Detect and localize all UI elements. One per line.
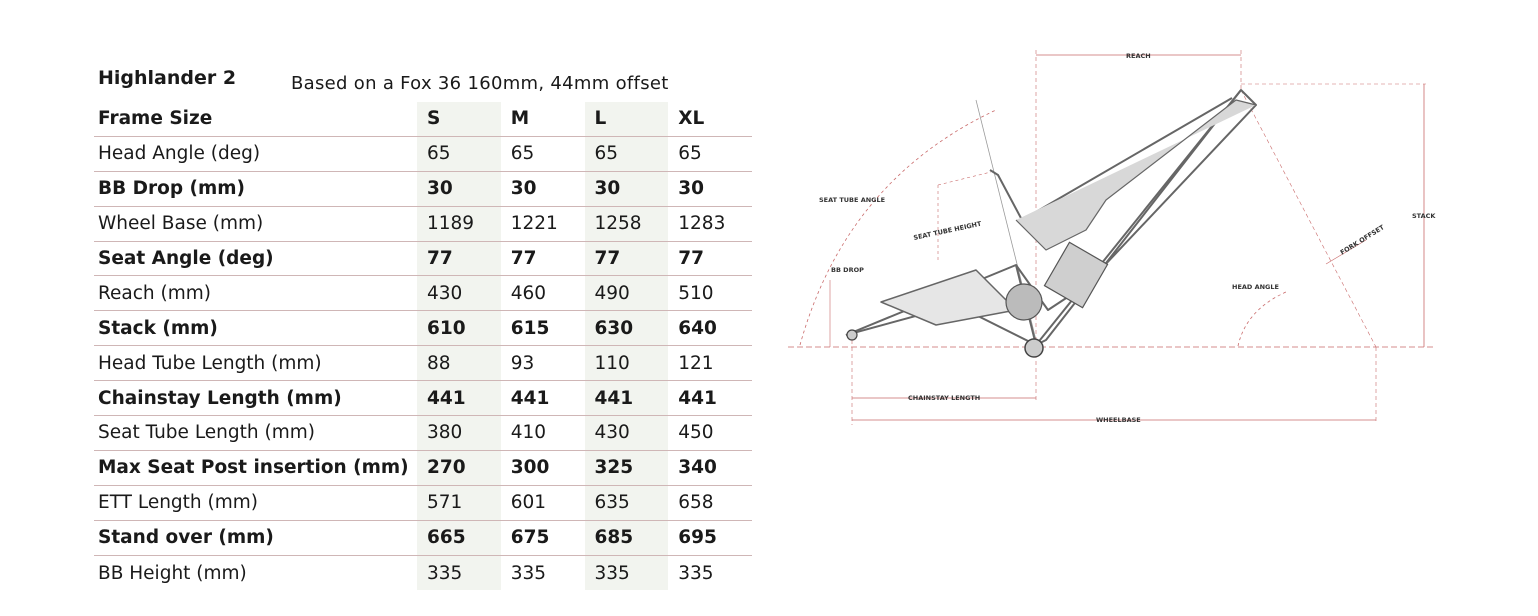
table-row (94, 416, 752, 451)
row-value-m: 410 (510, 422, 547, 444)
row-value-xl: 510 (678, 282, 714, 304)
row-value-xl: 121 (678, 352, 714, 374)
rear-dropout (847, 330, 857, 340)
table-row (94, 486, 752, 521)
table-row (94, 346, 752, 381)
row-value-m: 335 (510, 562, 547, 584)
row-value-m: 675 (510, 527, 550, 549)
row-value-s: 65 (417, 137, 501, 171)
row-label: Chainstay Length (mm) (98, 387, 342, 409)
row-value-xl: 658 (678, 492, 714, 514)
table-row (94, 276, 752, 311)
row-value-l: 77 (585, 242, 669, 276)
row-value-l: 30 (585, 172, 669, 206)
row-value-l: 65 (585, 137, 669, 171)
fork-note: Based on a Fox 36 160mm, 44mm offset (291, 73, 669, 94)
row-value-xl: 77 (678, 248, 705, 269)
row-value-m: 93 (510, 352, 535, 374)
head-angle-label: HEAD ANGLE (1232, 283, 1279, 291)
row-value-m: 460 (510, 282, 547, 304)
row-value-s: 1189 (417, 207, 501, 241)
row-value-m: 65 (510, 143, 535, 165)
row-value-l: 685 (585, 521, 669, 555)
stack-label: STACK (1412, 212, 1436, 220)
row-value-l: 430 (585, 416, 669, 450)
row-value-s: 335 (417, 556, 501, 591)
row-value-m: 441 (510, 387, 550, 409)
row-value-s: 88 (417, 346, 501, 380)
row-value-l: 325 (585, 451, 669, 485)
row-value-xl: 441 (678, 387, 717, 409)
row-value-l: 490 (585, 276, 669, 310)
row-value-s: 665 (417, 521, 501, 555)
seat-tube-height-label: SEAT TUBE HEIGHT (912, 219, 983, 242)
table-row (94, 521, 752, 556)
row-label: ETT Length (mm) (98, 492, 259, 514)
row-value-m: 601 (510, 492, 547, 514)
table-row (94, 172, 752, 207)
row-value-s: 270 (417, 451, 501, 485)
size-header-xl: XL (678, 108, 705, 130)
row-value-xl: 30 (678, 178, 705, 200)
row-value-s: 610 (417, 311, 501, 345)
table-header-row (94, 102, 752, 137)
head-angle-arc (1238, 292, 1286, 346)
row-value-m: 30 (510, 178, 537, 200)
row-value-xl: 340 (678, 457, 717, 479)
row-label: Reach (mm) (98, 282, 211, 304)
row-label: Head Angle (deg) (98, 143, 261, 165)
row-value-s: 430 (417, 276, 501, 310)
row-label: Seat Angle (deg) (98, 248, 274, 269)
row-value-l: 335 (585, 556, 669, 591)
row-value-s: 571 (417, 486, 501, 520)
row-value-s: 380 (417, 416, 501, 450)
row-label: Stack (mm) (98, 317, 218, 339)
bottom-bracket (1025, 339, 1043, 357)
row-value-m: 615 (510, 317, 550, 339)
wheelbase-label: WHEELBASE (1096, 416, 1141, 424)
bike-frame (846, 90, 1256, 345)
table-row (94, 381, 752, 416)
row-value-l: 630 (585, 311, 669, 345)
table-row (94, 311, 752, 346)
fork-line (1241, 90, 1376, 347)
row-value-m: 1221 (510, 213, 558, 235)
seat-tube-angle-label: SEAT TUBE ANGLE (819, 196, 886, 204)
size-header-s: S (417, 102, 501, 136)
model-title: Highlander 2 (98, 67, 237, 89)
row-value-xl: 450 (678, 422, 714, 444)
row-label: BB Height (mm) (98, 562, 247, 584)
row-value-xl: 1283 (678, 213, 726, 235)
row-value-l: 1258 (585, 207, 669, 241)
row-value-m: 77 (510, 248, 537, 269)
row-value-l: 441 (585, 381, 669, 415)
table-row (94, 207, 752, 242)
chainstay-length-label: CHAINSTAY LENGTH (908, 394, 981, 402)
row-value-s: 77 (417, 242, 501, 276)
row-label: Stand over (mm) (98, 527, 274, 549)
fork-offset-label: FORK OFFSET (1338, 223, 1386, 257)
table-row (94, 451, 752, 486)
table-body (94, 137, 752, 591)
table-row (94, 242, 752, 277)
row-value-l: 635 (585, 486, 669, 520)
row-value-xl: 695 (678, 527, 717, 549)
shock-absorber (1044, 242, 1107, 307)
row-label: Max Seat Post insertion (mm) (98, 457, 409, 479)
row-label: Head Tube Length (mm) (98, 352, 322, 374)
row-value-s: 30 (417, 172, 501, 206)
geometry-table (94, 102, 752, 590)
table-row (94, 137, 752, 172)
frame-size-header: Frame Size (98, 108, 213, 130)
table-row (94, 556, 752, 591)
bb-drop-label: BB DROP (831, 266, 864, 274)
seat-tube-height-line (938, 172, 991, 185)
chainring (1006, 284, 1042, 320)
row-value-xl: 335 (678, 562, 714, 584)
frame-geometry-diagram (786, 40, 1436, 440)
row-value-xl: 65 (678, 143, 702, 165)
row-label: Wheel Base (mm) (98, 213, 264, 235)
size-header-l: L (585, 102, 669, 136)
row-value-xl: 640 (678, 317, 717, 339)
row-label: BB Drop (mm) (98, 178, 245, 200)
reach-label: REACH (1126, 52, 1151, 60)
row-value-l: 110 (585, 346, 669, 380)
row-value-s: 441 (417, 381, 501, 415)
size-header-m: M (510, 108, 530, 130)
row-value-m: 300 (510, 457, 550, 479)
row-label: Seat Tube Length (mm) (98, 422, 315, 444)
